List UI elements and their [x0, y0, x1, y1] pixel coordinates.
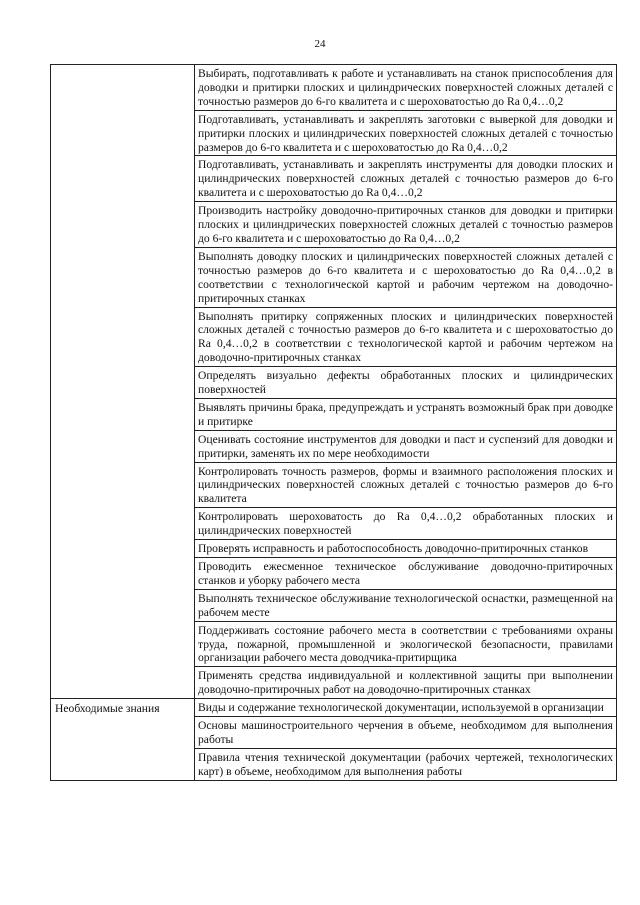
list-item	[195, 247, 616, 307]
knowledge-row	[51, 699, 617, 781]
list-item-text: Контролировать шероховатость до Ra 0,4…0,2 обработанных плоских и цилиндрических поверхностей	[198, 510, 613, 538]
list-item-text: Выполнять техническое обслуживание технологической оснастки, размещенной на рабочем месте	[198, 591, 613, 619]
list-item-text: Выбирать, подготавливать к работе и устанавливать на станок приспособления для доводки и притирки плоских и цилиндрических поверхностей сложных деталей с точностью размеров до 6-го квалитета и с шероховатостью до Ra 0,4…0,2	[198, 67, 613, 108]
knowledge-list	[195, 699, 616, 780]
list-item-text: Проверять исправность и работоспособность доводочно-притирочных станков	[198, 542, 589, 556]
list-item-text: Проводить ежесменное техническое обслуживание доводочно-притирочных станков и уборку рабочего места	[198, 560, 613, 587]
list-item	[195, 589, 616, 621]
list-item	[195, 398, 616, 430]
skills-label-cell	[51, 65, 195, 699]
list-item	[195, 430, 616, 462]
list-item	[195, 699, 616, 716]
list-item-text: Определять визуально дефекты обработанных плоских и цилиндрических поверхностей	[198, 369, 613, 397]
list-item	[195, 748, 616, 780]
knowledge-label-cell	[51, 699, 195, 781]
list-item	[195, 155, 616, 201]
list-item-text: Подготавливать, устанавливать и закреплять заготовки с выверкой для доводки и притирки плоских и цилиндрических поверхностей сложных деталей с точностью размеров до 6-го квалитета и с шероховатостью до Ra 0,4…0,2	[198, 112, 613, 154]
list-item-text: Правила чтения технической документации (рабочих чертежей, технологических карт) в объеме, необходимом для выполнения работы	[198, 750, 613, 778]
list-item	[195, 110, 616, 156]
list-item-text: Выполнять притирку сопряженных плоских и цилиндрических поверхностей сложных деталей с точностью размеров до 6-го квалитета и с шероховатостью до Ra 0,4…0,2 в соответствии с технологической картой и рабочим чертежом на доводочно-притирочных станках	[198, 309, 613, 365]
list-item	[195, 307, 616, 367]
knowledge-cell	[195, 699, 617, 781]
list-item-text: Выявлять причины брака, предупреждать и устранять возможный брак при доводке и притирке	[198, 400, 613, 428]
list-item	[195, 507, 616, 539]
skills-list	[195, 65, 616, 698]
list-item	[195, 65, 616, 110]
list-item	[195, 621, 616, 667]
list-item-text: Основы машиностроительного черчения в объеме, необходимом для выполнения работы	[198, 719, 613, 746]
list-item	[195, 366, 616, 398]
skills-label	[51, 65, 194, 71]
list-item-text: Выполнять доводку плоских и цилиндрических поверхностей сложных деталей с точностью размеров до 6-го квалитета и с шероховатостью до Ra 0,4…0,2 в соответствии с технологической картой и рабочим чертежом на доводочно-притирочных станках	[198, 249, 613, 305]
page-number: 24	[314, 38, 326, 50]
list-item	[195, 539, 616, 557]
list-item-text: Применять средства индивидуальной и коллективной защиты при выполнении доводочно-притирочных работ на доводочно-притирочных станках	[198, 669, 613, 697]
list-item	[195, 716, 616, 748]
list-item-text: Виды и содержание технологической документации, используемой в организации	[198, 701, 604, 715]
list-item	[195, 557, 616, 589]
list-item	[195, 462, 616, 508]
knowledge-label: Необходимые знания	[55, 702, 160, 716]
skills-row	[51, 65, 617, 699]
list-item	[195, 666, 616, 698]
list-item-text: Поддерживать состояние рабочего места в соответствии с требованиями охраны труда, пожарной, промышленной и экологической безопасности, правилами организации рабочего места доводчика-притирщика	[198, 623, 613, 665]
skills-cell	[195, 65, 617, 699]
list-item	[195, 201, 616, 247]
list-item-text: Контролировать точность размеров, формы и взаимного расположения плоских и цилиндрических поверхностей сложных деталей с точностью размеров до 6-го квалитета	[198, 464, 613, 506]
list-item-text: Оценивать состояние инструментов для доводки и паст и суспензий для доводки и притирки, заменять их по мере необходимости	[198, 432, 613, 460]
list-item-text: Подготавливать, устанавливать и закреплять инструменты для доводки плоских и цилиндрических поверхностей сложных деталей с точностью размеров до 6-го квалитета и с шероховатостью до Ra 0,4…0,2	[198, 158, 613, 200]
requirements-table	[50, 64, 617, 781]
list-item-text: Производить настройку доводочно-притирочных станков для доводки и притирки плоских и цилиндрических поверхностей сложных деталей с точностью размеров до 6-го квалитета и с шероховатостью до Ra 0,4…0,2	[198, 204, 613, 245]
